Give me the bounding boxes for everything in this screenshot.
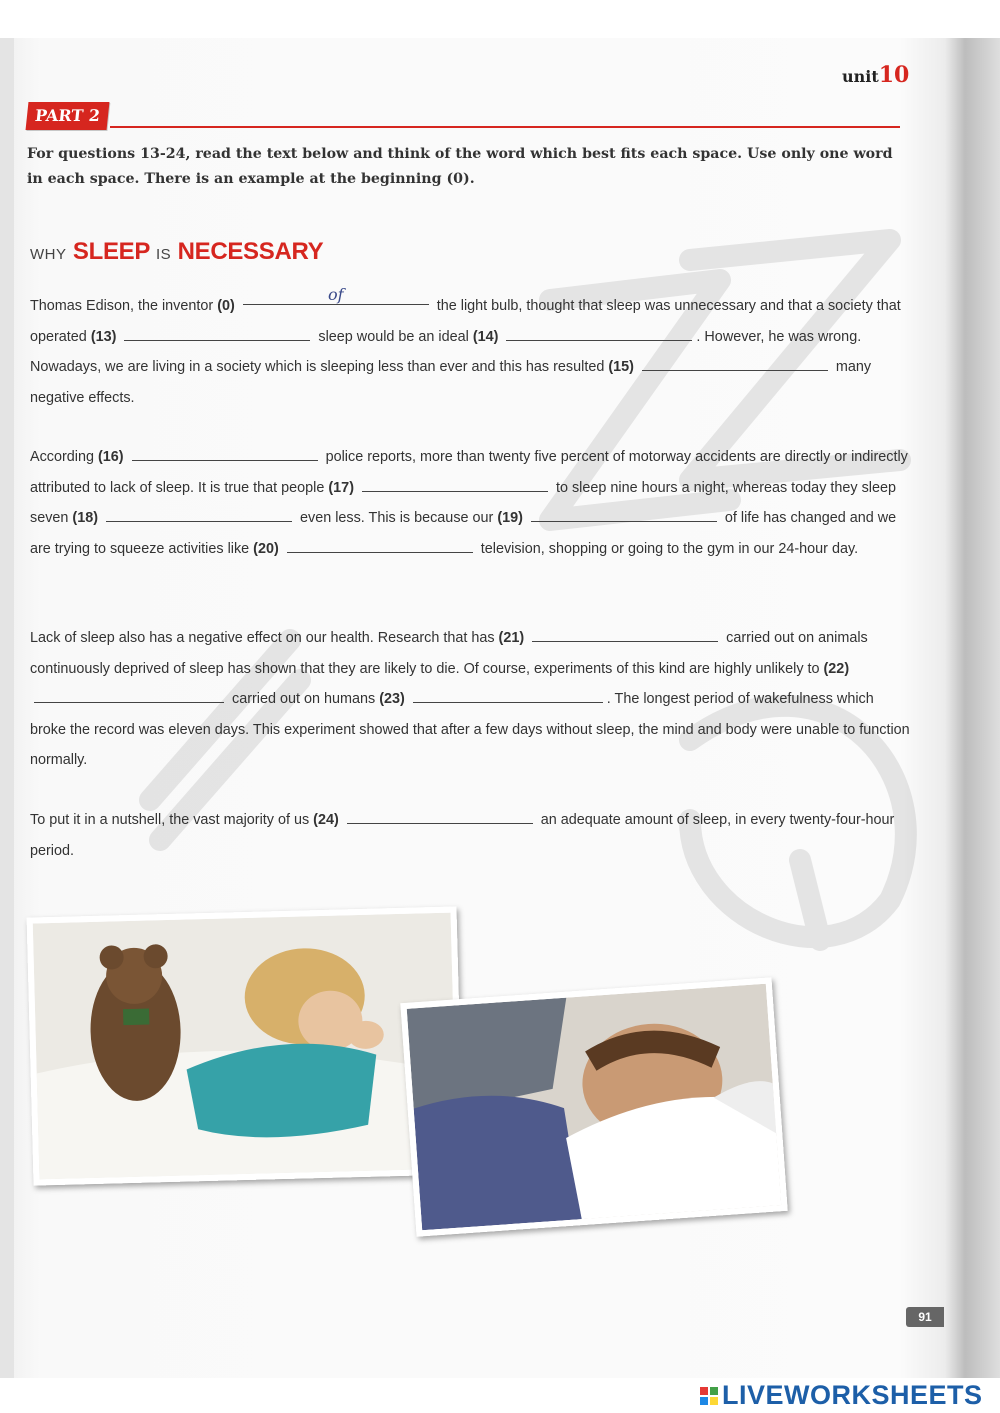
example-answer-0: of [243,290,429,305]
paragraph-4: To put it in a nutshell, the vast majority of us (24) an adequate amount of sleep, in every twenty-four-hour period. [30,805,910,866]
question-number: (24) [313,812,339,828]
unit-label: unit10 [842,62,910,88]
question-number: (13) [90,328,117,345]
question-number: (14) [472,328,499,345]
answer-blank-19[interactable] [531,507,717,522]
answer-blank-15[interactable] [642,356,828,371]
unit-number: 10 [878,62,910,88]
question-number: (20) [253,540,279,557]
question-number: (16) [98,449,124,465]
title-word-sleep: SLEEP [72,238,150,265]
question-number: (15) [608,359,634,375]
answer-blank-20[interactable] [287,538,473,553]
liveworksheets-logo [700,1380,983,1411]
answer-blank-24[interactable] [347,809,533,824]
paragraph-1: Thomas Edison, the inventor (0) of the light bulb, thought that sleep was unnecessary and that a society that operated (13) sleep would be an ideal (14) . However, he was wrong. Nowadays, we are living in a society which is sleeping less than ever and this has resulted (15) many negative effects. [30,285,901,406]
question-number: (23) [379,691,405,707]
page-number: 91 [906,1307,944,1327]
question-number: (19) [497,510,523,526]
part-divider [110,126,900,128]
title-word-necessary: NECESSARY [177,238,324,265]
paragraph-2: According (16) police reports, more than twenty five percent of motorway accidents are directly or indirectly attributed to lack of sleep. It is true that people (17) to sleep nine hours a night, whereas today they sleep seven (18) even less. This is because our (19) of life has changed and we are trying to squeeze activities like (20) television, shopping or going to the gym in our 24-hour day. [30,442,910,564]
question-number: (0) [217,298,235,314]
question-number: (17) [328,479,354,496]
photo-man-sleeping [400,977,787,1236]
question-number: (22) [823,660,850,677]
answer-blank-13[interactable] [124,326,310,341]
brand-text: LIVEWORKSHEETS [722,1380,983,1410]
question-number: (18) [72,510,98,526]
instructions: For questions 13-24, read the text below and think of the word which best fits each space. Use only one word in each space. There is an example at the beginning (0). [27,146,893,187]
photo-woman-sleeping [27,906,464,1185]
liveworksheets-icon [700,1387,718,1405]
answer-blank-17[interactable] [362,477,548,492]
answer-blank-23[interactable] [413,688,603,703]
title-word-is: IS [156,246,172,263]
question-number: (21) [498,630,525,646]
answer-blank-21[interactable] [532,627,718,642]
title-word-why: WHY [30,246,67,263]
paragraph-3: Lack of sleep also has a negative effect on our health. Research that has (21) carried out on animals continuously deprived of sleep has shown that they are likely to die. Of course, experiments of this kind are highly unlikely to (22) carried out on humans (23) . The longest period of wakefulness which broke the record was eleven days. This experiment showed that after a few days without sleep, the mind and body were unable to function normally. [30,623,910,776]
answer-blank-18[interactable] [106,507,292,522]
answer-blank-22[interactable] [34,688,224,703]
part-tag: PART 2 [26,102,110,130]
answer-blank-14[interactable] [506,326,692,341]
answer-blank-16[interactable] [132,446,318,461]
page-title [30,238,323,266]
